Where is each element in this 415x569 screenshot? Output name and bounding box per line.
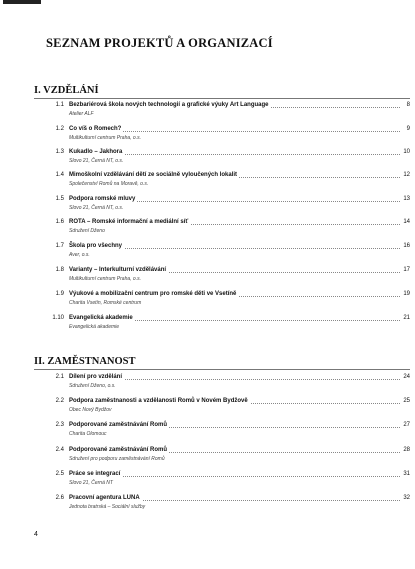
entry-number: 1.7	[55, 243, 64, 249]
toc-entry[interactable]	[34, 495, 410, 517]
entry-title: Podporované zaměstnávání Romů	[69, 422, 168, 428]
entry-page: 12	[403, 172, 410, 178]
entry-title: ROTA – Romské informační a mediální síť	[69, 219, 189, 225]
entry-title: Výukové a mobilizační centrum pro romské děti ve Vsetíně	[69, 291, 237, 297]
entry-title: Kukadlo – Jakhora	[69, 149, 123, 155]
entry-page: 25	[403, 398, 410, 404]
entry-number: 1.3	[55, 149, 64, 155]
entry-page: 24	[403, 374, 410, 380]
section-rule	[34, 369, 410, 370]
entry-organization: Sdružení pro podporu zaměstnávání Romů	[69, 456, 165, 462]
entry-number: 2.2	[55, 398, 64, 404]
entry-number: 2.1	[55, 374, 64, 380]
entry-title: Škola pro všechny	[69, 243, 123, 249]
entry-page: 31	[403, 471, 410, 477]
entry-organization: Slovo 21, Černá NT	[69, 480, 113, 486]
entry-number: 1.4	[55, 172, 64, 178]
entry-organization: Multikulturní centrum Praha, o.s.	[69, 276, 141, 282]
entry-organization: Evangelická akademie	[69, 324, 120, 330]
toc-entry[interactable]	[34, 471, 410, 493]
page-title: SEZNAM PROJEKTŮ A ORGANIZACÍ	[46, 36, 273, 50]
entry-title: Mimoškolní vzdělávání dětí ze sociálně vyloučených lokalit	[69, 172, 238, 178]
entry-organization: Charita Olomouc	[69, 431, 107, 437]
entry-page: 13	[403, 196, 410, 202]
entry-organization: Charita Vsetín, Romské centrum	[69, 300, 142, 306]
toc-entry[interactable]	[34, 102, 410, 124]
entry-page: 8	[406, 102, 410, 108]
entry-title: Evangelická akademie	[69, 315, 133, 321]
entry-number: 2.4	[55, 447, 64, 453]
entry-title: Podporované zaměstnávání Romů	[69, 447, 168, 453]
entry-organization: Aver, o.s.	[69, 252, 90, 258]
entry-organization: Multikulturní centrum Praha, o.s.	[69, 135, 141, 141]
entry-title: Dílení pro vzdělání	[69, 374, 123, 380]
entry-page: 14	[403, 219, 410, 225]
entry-organization: Společenství Romů na Moravě, o.s.	[69, 181, 149, 187]
entry-page: 19	[403, 291, 410, 297]
toc-entry[interactable]	[34, 422, 410, 444]
toc-entry[interactable]	[34, 291, 410, 313]
entry-page: 17	[403, 267, 410, 273]
entry-title: Práce se integrací	[69, 471, 121, 477]
entry-organization: Sdružení Dženo	[69, 228, 105, 234]
toc-entry[interactable]	[34, 219, 410, 241]
toc-entry[interactable]	[34, 267, 410, 289]
entry-page: 28	[403, 447, 410, 453]
entry-number: 2.6	[55, 495, 64, 501]
toc-entry[interactable]	[34, 149, 410, 171]
toc-entry[interactable]	[34, 398, 410, 420]
entry-page: 32	[403, 495, 410, 501]
entry-page: 16	[403, 243, 410, 249]
corner-mark	[3, 0, 41, 4]
toc-entry[interactable]	[34, 315, 410, 337]
toc-entry[interactable]	[34, 196, 410, 218]
section-heading: I. VZDĚLÁNÍ	[34, 85, 99, 96]
entry-page: 10	[403, 149, 410, 155]
entry-number: 1.2	[55, 126, 64, 132]
entry-organization: Jednota bratrská – Sociální služby	[69, 504, 146, 510]
entry-title: Co víš o Romech?	[69, 126, 122, 132]
entry-page: 27	[403, 422, 410, 428]
toc-entry[interactable]	[34, 126, 410, 148]
entry-organization: Slovo 21, Černá NT, o.s.	[69, 158, 124, 164]
entry-number: 1.1	[55, 102, 64, 108]
section-rule	[34, 98, 410, 99]
entry-number: 2.5	[55, 471, 64, 477]
toc-entry[interactable]	[34, 374, 410, 396]
section-heading: II. ZAMĚSTNANOST	[34, 356, 136, 367]
entry-title: Varianty – Interkulturní vzdělávání	[69, 267, 167, 273]
entry-number: 1.8	[55, 267, 64, 273]
dot-leader	[74, 476, 400, 477]
page-number: 4	[34, 531, 38, 538]
entry-page: 9	[406, 126, 410, 132]
entry-number: 1.10	[52, 315, 64, 321]
entry-organization: Sdružení Dženo, o.s.	[69, 383, 116, 389]
toc-entry[interactable]	[34, 447, 410, 469]
entry-organization: Slovo 21, Černá NT, o.s.	[69, 205, 124, 211]
toc-entry[interactable]	[34, 172, 410, 194]
entry-number: 1.9	[55, 291, 64, 297]
entry-number: 1.5	[55, 196, 64, 202]
entry-title: Podpora romské mluvy	[69, 196, 136, 202]
entry-title: Pracovní agentura LUNA	[69, 495, 140, 501]
entry-number: 1.6	[55, 219, 64, 225]
entry-organization: Obec Nový Bydžov	[69, 407, 112, 413]
entry-number: 2.3	[55, 422, 64, 428]
entry-organization: Atelier ALF	[69, 111, 94, 117]
entry-title: Podpora zaměstnanosti a vzdělanosti Romů v Novém Bydžově	[69, 398, 248, 404]
toc-entry[interactable]	[34, 243, 410, 265]
entry-title: Bezbariérová škola nových technologií a grafické výuky Art Language	[69, 102, 269, 108]
entry-page: 21	[403, 315, 410, 321]
